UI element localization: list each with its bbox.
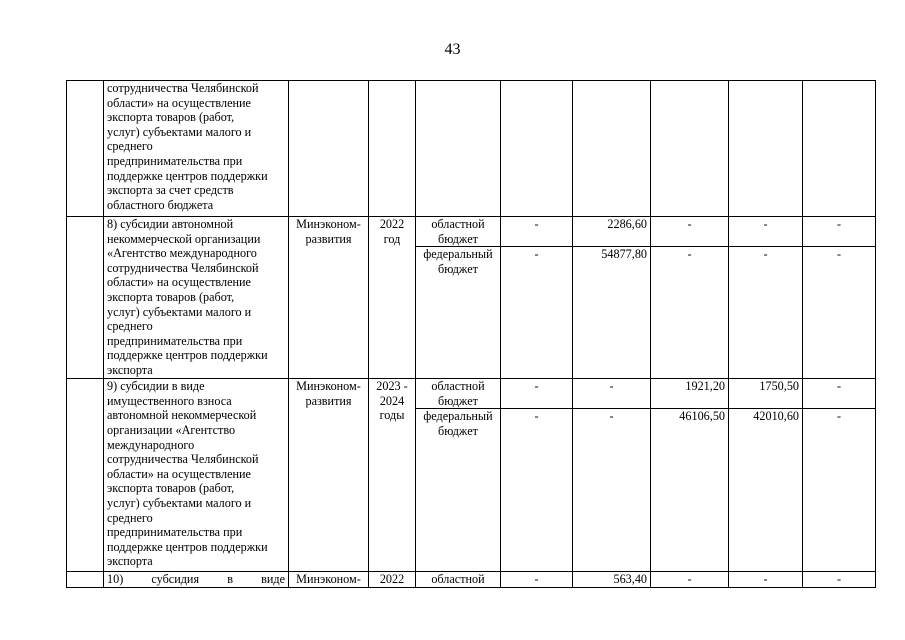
text-line: поддержке центров поддержки (107, 348, 268, 363)
value-cell: - (729, 572, 803, 588)
text-line: автономной некоммерческой (107, 408, 257, 423)
value-cell: - (501, 247, 573, 379)
text-line: среднего (107, 319, 153, 334)
value-cell (501, 81, 573, 217)
period-cell: 2022 (369, 572, 416, 588)
value-cell: - (651, 217, 729, 247)
description-cell (104, 81, 289, 217)
description-cell (104, 217, 289, 379)
source-cell: областной бюджет (416, 217, 501, 247)
text-line: области» на осуществление (107, 95, 251, 110)
text-line: 9) субсидии в виде (107, 379, 205, 394)
text-line: услуг) субъектами малого и (107, 304, 252, 319)
index-cell (67, 217, 104, 379)
period-cell: 2022 год (369, 217, 416, 379)
value-cell: 1750,50 (729, 379, 803, 409)
text-line: предпринимательства при (107, 525, 243, 540)
value-cell: - (729, 247, 803, 379)
value-cell: - (803, 572, 876, 588)
value-cell: - (803, 379, 876, 409)
value-cell: - (573, 379, 651, 409)
source-cell: федеральный бюджет (416, 247, 501, 379)
text-line: 8) субсидии автономной (107, 217, 234, 231)
period-cell (369, 81, 416, 217)
value-cell: 46106,50 (651, 409, 729, 572)
text-line: организации «Агентство (107, 422, 236, 437)
text-line: услуг) субъектами малого и (107, 495, 252, 510)
value-cell: 54877,80 (573, 247, 651, 379)
value-cell: - (501, 379, 573, 409)
value-cell: - (501, 409, 573, 572)
text-line: областного бюджета (107, 197, 214, 212)
text-line: среднего (107, 139, 153, 154)
value-cell: - (651, 572, 729, 588)
text-line: сотрудничества Челябинской (107, 260, 259, 275)
value-cell (803, 81, 876, 217)
text-line: услуг) субъектами малого и (107, 124, 252, 139)
text-line: предпринимательства при (107, 153, 243, 168)
page-number: 43 (444, 41, 461, 58)
period-cell: 2023 - 2024 годы (369, 379, 416, 572)
text-line: экспорта (107, 554, 153, 569)
text-line: поддержке центров поддержки (107, 168, 268, 183)
source-cell: областной (416, 572, 501, 588)
executor-cell: Минэконом-развития (289, 379, 369, 572)
program-measures-table (66, 80, 876, 588)
text-line: «Агентство международного (107, 246, 257, 261)
text-line: 10) субсидия в виде (107, 572, 285, 587)
executor-cell: Минэконом- (289, 572, 369, 588)
text-line: области» на осуществление (107, 275, 251, 290)
index-cell (67, 379, 104, 572)
value-cell: - (803, 217, 876, 247)
text-line: области» на осуществление (107, 466, 251, 481)
executor-cell: Минэконом-развития (289, 217, 369, 379)
value-cell: 1921,20 (651, 379, 729, 409)
value-cell: - (803, 247, 876, 379)
text-line: сотрудничества Челябинской (107, 452, 259, 467)
value-cell: - (501, 217, 573, 247)
value-cell: - (729, 217, 803, 247)
text-line: имущественного взноса (107, 393, 232, 408)
value-cell: 563,40 (573, 572, 651, 588)
index-cell (67, 81, 104, 217)
value-cell: - (573, 409, 651, 572)
text-line: экспорта (107, 362, 153, 377)
text-line: экспорта за счет средств (107, 183, 234, 198)
description-cell (104, 379, 289, 572)
table-row-item-7-continued (67, 81, 876, 217)
text-line: некоммерческой организации (107, 231, 261, 246)
text-line: среднего (107, 510, 153, 525)
table-row-item-10 (67, 572, 876, 588)
value-cell: 42010,60 (729, 409, 803, 572)
text-line: поддержке центров поддержки (107, 539, 268, 554)
table-row-item-8-regional (67, 217, 876, 247)
source-cell: федеральный бюджет (416, 409, 501, 572)
text-line: сотрудничества Челябинской (107, 81, 259, 95)
value-cell (651, 81, 729, 217)
text-line: экспорта товаров (работ, (107, 289, 235, 304)
value-cell: - (501, 572, 573, 588)
index-cell (67, 572, 104, 588)
source-cell (416, 81, 501, 217)
text-line: экспорта товаров (работ, (107, 110, 235, 125)
value-cell (729, 81, 803, 217)
executor-cell (289, 81, 369, 217)
value-cell: - (651, 247, 729, 379)
value-cell: - (803, 409, 876, 572)
table-row-item-9-regional (67, 379, 876, 409)
text-line: предпринимательства при (107, 333, 243, 348)
value-cell: 2286,60 (573, 217, 651, 247)
text-line: международного (107, 437, 195, 452)
description-cell (104, 572, 289, 588)
text-line: экспорта товаров (работ, (107, 481, 235, 496)
value-cell (573, 81, 651, 217)
source-cell: областной бюджет (416, 379, 501, 409)
